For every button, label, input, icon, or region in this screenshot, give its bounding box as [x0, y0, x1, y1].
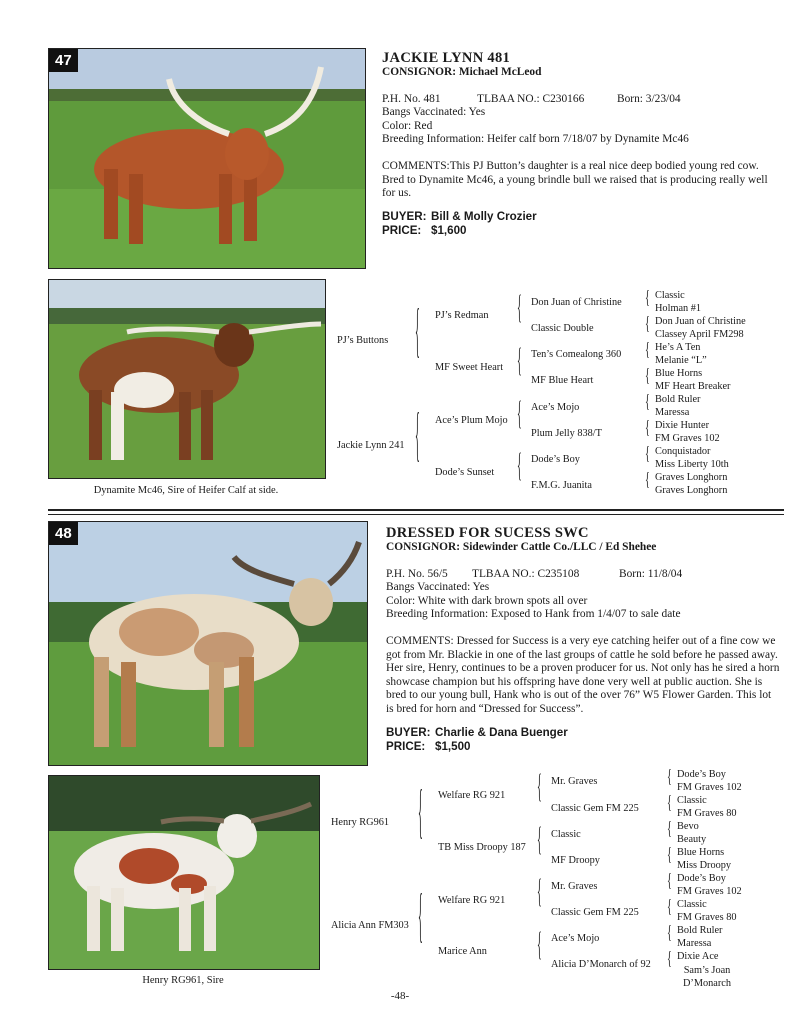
tlbaa-number: TLBAA NO.: C230166 [477, 92, 585, 105]
buyer-label: BUYER: [382, 209, 427, 223]
pedigree-gen4: Miss Liberty 10th [655, 459, 729, 470]
pedigree-gen4: Blue Horns [677, 847, 725, 858]
pedigree-gen3: Classic [551, 829, 581, 840]
sire-photo-caption: Henry RG961, Sire [142, 975, 224, 986]
pedigree-gen4: Bold Ruler [655, 394, 701, 405]
pedigree-gen3: Dode’s Boy [531, 454, 580, 465]
brace-icon: { [667, 767, 672, 788]
brace-icon: { [645, 314, 650, 335]
pedigree-gen3: Don Juan of Christine [531, 297, 622, 308]
consignor: CONSIGNOR: Sidewinder Cattle Co./LLC / Ed Shehee [386, 541, 657, 553]
pedigree-gen4: Classic [677, 795, 707, 806]
pedigree-gen3: MF Droopy [551, 855, 600, 866]
spotted-longhorn-heifer-image [49, 522, 367, 765]
pedigree-gen4: FM Graves 80 [677, 808, 737, 819]
buyer-label: BUYER: [386, 725, 431, 739]
pedigree-gen2: MF Sweet Heart [435, 362, 504, 373]
brace-icon: { [537, 874, 542, 912]
pedigree-gen3: Classic Gem FM 225 [551, 803, 639, 814]
pedigree-gen4: Classey April FM298 [655, 329, 744, 340]
pedigree-gen2: Ace’s Plum Mojo [435, 415, 508, 426]
pedigree-gen4: Graves Longhorn [655, 485, 728, 496]
brace-icon: { [415, 302, 420, 368]
lot-47-info [382, 50, 782, 238]
brace-icon: { [645, 340, 650, 361]
price-value: $1,600 [431, 223, 467, 237]
lot-47-photo [48, 48, 366, 269]
pedigree-gen3: Classic Gem FM 225 [551, 907, 639, 918]
pedigree-gen4: Don Juan of Christine [655, 316, 746, 327]
brace-icon: { [537, 769, 542, 807]
brace-icon: { [537, 927, 542, 965]
pedigree-gen4: Dode’s Boy [677, 769, 726, 780]
pedigree-gen3: F.M.G. Juanita [531, 480, 592, 491]
color: Color: White with dark brown spots all over [386, 594, 588, 607]
lot-number-badge: 47 [49, 49, 78, 72]
pedigree-gen4: Dode’s Boy [677, 873, 726, 884]
ph-number: P.H. No. 56/5 [386, 567, 448, 580]
pedigree-gen4: Bevo [677, 821, 699, 832]
buyer-name: Bill & Molly Crozier [431, 209, 537, 223]
pedigree-gen4: He’s A Ten [655, 342, 701, 353]
brace-icon: { [645, 366, 650, 387]
page-number: -48- [390, 990, 410, 1002]
pedigree-gen4: Beauty [677, 834, 707, 845]
brindle-bull-image [49, 280, 325, 478]
pedigree-gen4: Classic [677, 899, 707, 910]
pedigree-gen2: Marice Ann [438, 946, 487, 957]
pedigree-gen4: Maressa [655, 407, 690, 418]
brace-icon: { [415, 406, 420, 472]
lot-name: DRESSED FOR SUCESS SWC [386, 525, 589, 541]
pedigree-gen4: FM Graves 102 [677, 782, 742, 793]
red-longhorn-cow-image [49, 49, 365, 268]
pedigree-gen4: MF Heart Breaker [655, 381, 731, 392]
buyer-line [382, 210, 782, 224]
buyer-name: Charlie & Dana Buenger [435, 725, 568, 739]
comments: COMMENTS: Dressed for Success is a very eye catching heifer out of a fine cow we got from Mr. Blackie in one of the last groups of cattle he sold before he passed away. Her sire, Henry, continues to be a proven producer for us. Not only has he sired a horn showcase champion but his offspring have done very well at public auction. She is bred to our young bull, Hank who is out of the over 76” W5 Flower Garden. This lot is bred for horn and “Dressed for Success”. [386, 634, 780, 715]
lot-48-photo [48, 521, 368, 766]
brace-icon: { [517, 343, 522, 381]
sire-photo-caption: Dynamite Mc46, Sire of Heifer Calf at side. [93, 485, 279, 496]
lot-48-info [386, 525, 786, 754]
brace-icon: { [517, 396, 522, 434]
lot-name: JACKIE LYNN 481 [382, 50, 511, 66]
pedigree-gen4: Sam’s Joan D’Monarch [682, 965, 732, 989]
brace-icon: { [645, 444, 650, 465]
pedigree-gen3: Mr. Graves [551, 776, 598, 787]
pedigree-gen4: Holman #1 [655, 303, 702, 314]
brace-icon: { [645, 418, 650, 439]
price-line [386, 740, 786, 754]
pedigree-gen3: Ace’s Mojo [531, 402, 580, 413]
brace-icon: { [667, 897, 672, 918]
breeding-info: Breeding Information: Heifer calf born 7/18/07 by Dynamite Mc46 [382, 133, 689, 146]
pedigree-gen4: Maressa [677, 938, 712, 949]
white-red-bull-image [49, 776, 319, 969]
brace-icon: { [517, 448, 522, 486]
brace-icon: { [645, 470, 650, 491]
price-line [382, 224, 782, 238]
brace-icon: { [667, 819, 672, 840]
brace-icon: { [517, 290, 522, 328]
pedigree-gen3: Mr. Graves [551, 881, 598, 892]
brace-icon: { [645, 288, 650, 309]
brace-icon: { [418, 783, 423, 849]
pedigree-sire: Henry RG961 [331, 817, 390, 828]
brace-icon: { [667, 845, 672, 866]
pedigree-dam: Jackie Lynn 241 [337, 440, 405, 451]
bangs-vaccinated: Bangs Vaccinated: Yes [382, 106, 486, 119]
brace-icon: { [667, 949, 672, 970]
pedigree-gen2: Dode’s Sunset [435, 467, 495, 478]
pedigree-gen4: Dixie Hunter [655, 420, 710, 431]
price-label: PRICE: [386, 739, 426, 753]
brace-icon: { [537, 822, 542, 860]
pedigree-gen4: Classic [655, 290, 685, 301]
pedigree-gen3: Alicia D’Monarch of 92 [551, 959, 651, 970]
pedigree-sire: PJ’s Buttons [337, 335, 389, 346]
pedigree-gen4: Melanie “L” [655, 355, 707, 366]
pedigree-gen2: Welfare RG 921 [438, 790, 506, 801]
pedigree-gen4: Dixie Ace [677, 951, 719, 962]
pedigree-gen4: Bold Ruler [677, 925, 723, 936]
pedigree-gen2: Welfare RG 921 [438, 895, 506, 906]
pedigree-gen4: Blue Horns [655, 368, 703, 379]
brace-icon: { [418, 887, 423, 953]
pedigree-gen4: Conquistador [655, 446, 711, 457]
section-divider [48, 509, 784, 511]
pedigree-gen4: Graves Longhorn [655, 472, 728, 483]
pedigree-gen3: Ten’s Comealong 360 [531, 349, 622, 360]
comments: COMMENTS:This PJ Button’s daughter is a real nice deep bodied young red cow. Bred to Dynamite Mc46, a young brindle bull we raised that is producing really well for us. [382, 159, 768, 200]
pedigree-gen3: Plum Jelly 838/T [531, 428, 602, 439]
bangs-vaccinated: Bangs Vaccinated: Yes [386, 581, 490, 594]
born-date: Born: 11/8/04 [619, 567, 683, 580]
pedigree-gen2: TB Miss Droopy 187 [438, 842, 526, 853]
color: Color: Red [382, 119, 433, 132]
born-date: Born: 3/23/04 [617, 92, 681, 105]
pedigree-gen4: FM Graves 80 [677, 912, 737, 923]
brace-icon: { [667, 923, 672, 944]
pedigree-gen4: FM Graves 102 [655, 433, 720, 444]
pedigree-gen2: PJ’s Redman [435, 310, 489, 321]
lot-47-sire-photo [48, 279, 326, 479]
tlbaa-number: TLBAA NO.: C235108 [472, 567, 580, 580]
pedigree-dam: Alicia Ann FM303 [331, 920, 409, 931]
registration-row [382, 93, 782, 107]
lot-number-badge: 48 [49, 522, 78, 545]
price-value: $1,500 [435, 739, 471, 753]
pedigree-gen4: Miss Droopy [677, 860, 732, 871]
pedigree-gen3: MF Blue Heart [531, 375, 594, 386]
consignor: CONSIGNOR: Michael McLeod [382, 66, 542, 78]
lot-48-sire-photo [48, 775, 320, 970]
pedigree-gen3: Ace’s Mojo [551, 933, 600, 944]
registration-row [386, 568, 786, 582]
brace-icon: { [645, 392, 650, 413]
brace-icon: { [667, 793, 672, 814]
price-label: PRICE: [382, 223, 422, 237]
buyer-line [386, 726, 786, 740]
breeding-info: Breeding Information: Exposed to Hank from 1/4/07 to sale date [386, 608, 681, 621]
brace-icon: { [667, 871, 672, 892]
section-divider [48, 514, 784, 515]
ph-number: P.H. No. 481 [382, 92, 441, 105]
pedigree-gen3: Classic Double [531, 323, 594, 334]
pedigree-gen4: FM Graves 102 [677, 886, 742, 897]
